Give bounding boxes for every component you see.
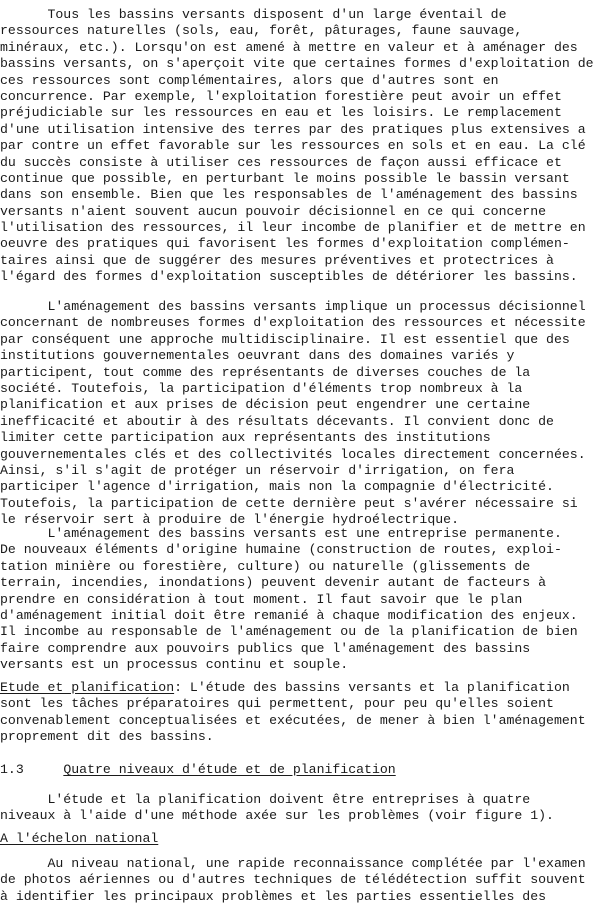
- text-line: L'aménagement des bassins versants est une entreprise permanente.: [0, 526, 562, 541]
- text-line: [0, 680, 600, 696]
- section-title: Quatre niveaux d'étude et de planification: [63, 762, 396, 777]
- text-line: proprement dit des bassins.: [0, 729, 214, 745]
- paragraph-etude-planification: [0, 680, 600, 746]
- text-line: gouvernementales clés et des collectivités locales directement concernées.: [0, 446, 586, 462]
- text-line: oeuvre des pratiques qui favorisent les formes d'exploitation complémen-: [0, 236, 570, 252]
- section-heading: [0, 762, 600, 778]
- text-line: le réservoir sert à produire de l'énergie hydroélectrique.: [0, 512, 459, 528]
- text-line: L'étude et la planification doivent être entreprises à quatre: [0, 792, 531, 807]
- section-number: 1.3: [0, 762, 24, 777]
- text-line: prendre en considération à tout moment. Il faut savoir que le plan: [0, 591, 523, 607]
- text-line: concurrence. Par exemple, l'exploitation forestière peut avoir un effet: [0, 88, 562, 104]
- text-line: Ainsi, s'il s'agit de protéger un réservoir d'irrigation, on fera: [0, 462, 515, 478]
- paragraph-decision-process: [0, 299, 600, 528]
- text-line: De nouveaux éléments d'origine humaine (construction de routes, exploi-: [0, 542, 562, 558]
- paragraph-four-levels: [0, 792, 600, 825]
- paragraph-permanent-enterprise: [0, 526, 600, 674]
- text-line: niveaux à l'aide d'une méthode axée sur les problèmes (voir figure 1).: [0, 808, 554, 824]
- text-line: inefficacité et aboutir à des résultats décevants. Il convient donc de: [0, 413, 554, 429]
- text-line: terrain, incendies, inondations) peuvent devenir autant de facteurs à: [0, 575, 547, 591]
- text-line: ces ressources sont complémentaires, alors que d'autres sont en: [0, 72, 499, 88]
- text-line: par conséquent une approche multidisciplinaire. Il est essentiel que des: [0, 331, 570, 347]
- text-line: L'aménagement des bassins versants implique un processus décisionnel: [0, 299, 586, 314]
- text-line: participer l'agence d'irrigation, mais non la compagnie d'électricité.: [0, 479, 554, 495]
- text-line: planification et aux prises de décision peut engendrer une certaine: [0, 397, 531, 413]
- paragraph-resources: [0, 7, 600, 286]
- text-line: du succès consiste à utiliser ces ressources de façon aussi efficace et: [0, 154, 562, 170]
- text-line: faire comprendre aux pouvoirs publics que l'aménagement des bassins: [0, 640, 531, 656]
- text-line: institutions gouvernementales oeuvrant dans des domaines variés y: [0, 348, 515, 364]
- text-line: versants est un processus continu et souple.: [0, 657, 349, 673]
- text-line: Au niveau national, une rapide reconnaissance complétée par l'examen: [0, 856, 586, 871]
- subheading-national: [0, 831, 600, 847]
- text-line: tation minière ou forestière, culture) ou naturelle (glissements de: [0, 558, 531, 574]
- text-line: Tous les bassins versants disposent d'un large éventail de: [0, 7, 507, 22]
- text-line: Toutefois, la participation de cette dernière peut s'avérer nécessaire si: [0, 495, 578, 511]
- section-heading-line: [0, 762, 600, 778]
- etude-planification-label: Etude et planification: [0, 680, 175, 695]
- text-line: d'une utilisation intensive des terres par des pratiques plus extensives a: [0, 121, 586, 137]
- subheading-national-text: A l'échelon national: [0, 831, 159, 846]
- text-line: convenablement conceptualisées et exécutées, de mener à bien l'aménagement: [0, 712, 586, 728]
- text-line: dans son ensemble. Bien que les responsables de l'aménagement des bassins: [0, 187, 578, 203]
- text-line: limiter cette participation aux représentants des institutions: [0, 430, 491, 446]
- text-line: minéraux, etc.). Lorsqu'on est amené à mettre en valeur et à aménager des: [0, 39, 578, 55]
- text-line: l'utilisation des ressources, il leur incombe de planifier et de mettre en: [0, 220, 586, 236]
- text-line: versants n'aient souvent aucun pouvoir décisionnel en ce qui concerne: [0, 203, 547, 219]
- text-line: concernant de nombreuses formes d'exploitation des ressources et nécessite: [0, 315, 586, 331]
- text-line: continue que possible, en perturbant le moins possible le bassin versant: [0, 170, 570, 186]
- text-line: société. Toutefois, la participation d'éléments trop nombreux à la: [0, 380, 523, 396]
- text-line: d'aménagement initial doit être remanié à chaque modification des enjeux.: [0, 607, 578, 623]
- text-line: de photos aériennes ou d'autres techniques de télédétection suffit souvent: [0, 872, 586, 888]
- text-line: Il incombe au responsable de l'aménagement ou de la planification de bien: [0, 624, 578, 640]
- text-line: ressources naturelles (sols, eau, forêt, pâturages, faune sauvage,: [0, 23, 523, 39]
- text-line: bassins versants, on s'aperçoit vite que certaines formes d'exploitation de: [0, 56, 594, 72]
- text-line: à identifier les principaux problèmes et les parties essentielles des: [0, 888, 547, 904]
- text-line: participent, tout comme des représentants de diverses couches de la: [0, 364, 531, 380]
- etude-first-line-rest: : L'étude des bassins versants et la planification: [174, 680, 570, 695]
- text-line: l'égard des formes d'exploitation susceptibles de détériorer les bassins.: [0, 269, 578, 285]
- text-line: sont les tâches préparatoires qui permettent, pour peu qu'elles soient: [0, 696, 554, 712]
- text-line: taires ainsi que de suggérer des mesures préventives et protectrices à: [0, 252, 554, 268]
- text-line: par contre un effet favorable sur les ressources en sols et en eau. La clé: [0, 138, 586, 154]
- paragraph-national-level: [0, 856, 600, 905]
- text-line: préjudiciable sur les ressources en eau et les loisirs. Le remplacement: [0, 105, 562, 121]
